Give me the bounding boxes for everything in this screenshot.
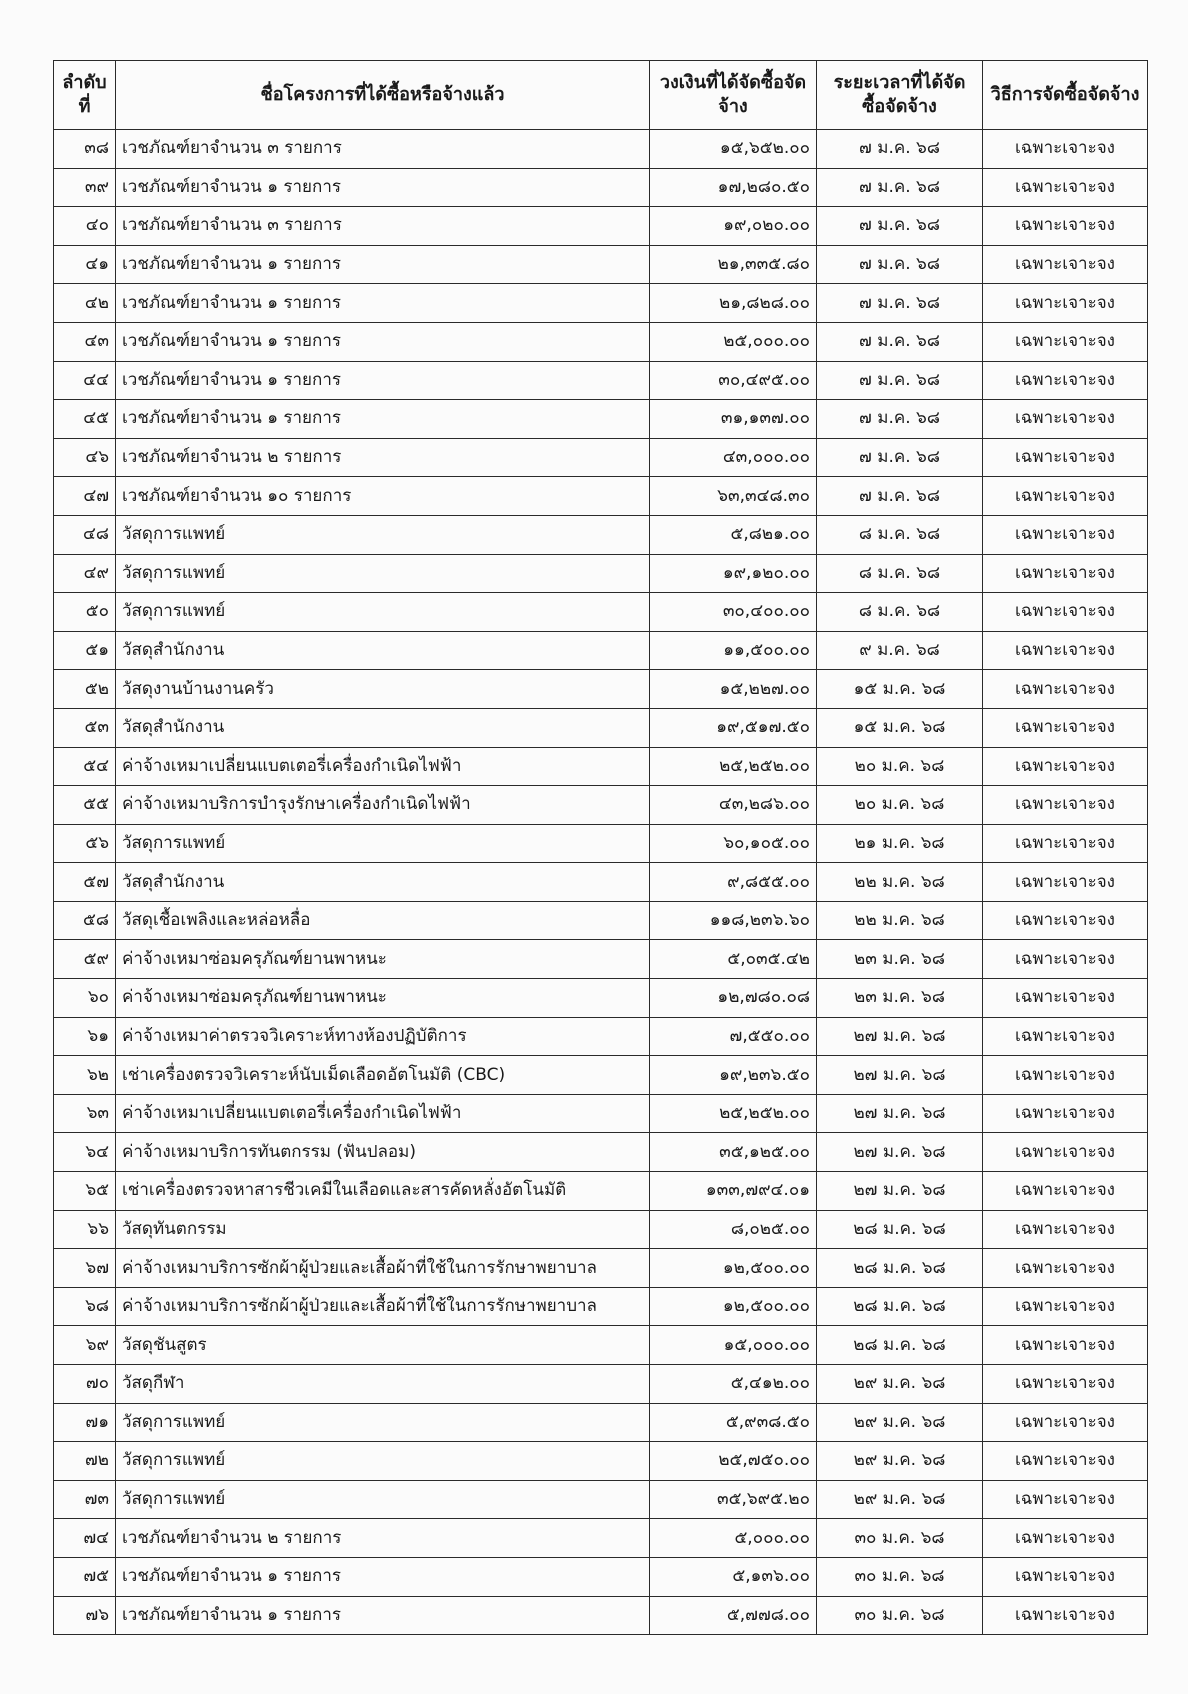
cell-no: ๖๓ (54, 1094, 116, 1133)
cell-no: ๔๗ (54, 477, 116, 516)
cell-no: ๕๘ (54, 901, 116, 940)
cell-amount: ๔๓,๐๐๐.๐๐ (650, 438, 817, 477)
table-row (54, 979, 1148, 1018)
cell-date: ๒๙ ม.ค. ๖๘ (817, 1403, 983, 1442)
cell-method: เฉพาะเจาะจง (983, 901, 1148, 940)
cell-method: เฉพาะเจาะจง (983, 1480, 1148, 1519)
cell-amount: ๔๓,๒๘๖.๐๐ (650, 786, 817, 825)
cell-name: ค่าจ้างเหมาบริการซักผ้าผู้ป่วยและเสื้อผ้าที่ใช้ในการรักษาพยาบาล (116, 1249, 650, 1288)
cell-date: ๗ ม.ค. ๖๘ (817, 400, 983, 439)
cell-date: ๗ ม.ค. ๖๘ (817, 477, 983, 516)
cell-date: ๘ ม.ค. ๖๘ (817, 593, 983, 632)
cell-name: วัสดุการแพทย์ (116, 1480, 650, 1519)
cell-no: ๖๕ (54, 1172, 116, 1211)
cell-method: เฉพาะเจาะจง (983, 1249, 1148, 1288)
procurement-table (53, 60, 1148, 1635)
cell-no: ๕๙ (54, 940, 116, 979)
table-row (54, 400, 1148, 439)
table-row (54, 940, 1148, 979)
cell-amount: ๑๙,๐๒๐.๐๐ (650, 207, 817, 246)
cell-no: ๔๘ (54, 515, 116, 554)
cell-name: วัสดุการแพทย์ (116, 824, 650, 863)
cell-method: เฉพาะเจาะจง (983, 515, 1148, 554)
cell-method: เฉพาะเจาะจง (983, 361, 1148, 400)
cell-amount: ๕,๙๓๘.๕๐ (650, 1403, 817, 1442)
table-row (54, 1056, 1148, 1095)
cell-no: ๗๐ (54, 1365, 116, 1404)
table-row (54, 1442, 1148, 1481)
cell-amount: ๕,๔๑๒.๐๐ (650, 1365, 817, 1404)
cell-amount: ๒๕,๒๕๒.๐๐ (650, 747, 817, 786)
cell-date: ๗ ม.ค. ๖๘ (817, 245, 983, 284)
table-row (54, 747, 1148, 786)
cell-name: วัสดุการแพทย์ (116, 1442, 650, 1481)
cell-method: เฉพาะเจาะจง (983, 400, 1148, 439)
cell-date: ๒๐ ม.ค. ๖๘ (817, 786, 983, 825)
cell-amount: ๕,๐๐๐.๐๐ (650, 1519, 817, 1558)
cell-amount: ๓๑,๑๓๗.๐๐ (650, 400, 817, 439)
cell-name: เช่าเครื่องตรวจวิเคราะห์นับเม็ดเลือดอัตโนมัติ (CBC) (116, 1056, 650, 1095)
cell-method: เฉพาะเจาะจง (983, 245, 1148, 284)
header-amount: วงเงินที่ได้จัดซื้อจัดจ้าง (650, 61, 817, 130)
cell-name: เวชภัณฑ์ยาจำนวน ๑ รายการ (116, 361, 650, 400)
cell-no: ๔๓ (54, 322, 116, 361)
cell-amount: ๕,๘๒๑.๐๐ (650, 515, 817, 554)
header-method: วิธีการจัดซื้อจัดจ้าง (983, 61, 1148, 130)
cell-method: เฉพาะเจาะจง (983, 1172, 1148, 1211)
cell-name: เวชภัณฑ์ยาจำนวน ๑ รายการ (116, 168, 650, 207)
cell-date: ๑๕ ม.ค. ๖๘ (817, 670, 983, 709)
table-row (54, 322, 1148, 361)
header-date: ระยะเวลาที่ได้จัดซื้อจัดจ้าง (817, 61, 983, 130)
cell-amount: ๗,๕๕๐.๐๐ (650, 1017, 817, 1056)
table-row (54, 1519, 1148, 1558)
cell-no: ๔๖ (54, 438, 116, 477)
cell-method: เฉพาะเจาะจง (983, 1326, 1148, 1365)
cell-name: วัสดุการแพทย์ (116, 515, 650, 554)
cell-no: ๕๓ (54, 708, 116, 747)
cell-no: ๖๘ (54, 1287, 116, 1326)
cell-no: ๗๔ (54, 1519, 116, 1558)
cell-name: วัสดุงานบ้านงานครัว (116, 670, 650, 709)
cell-name: เวชภัณฑ์ยาจำนวน ๑ รายการ (116, 1557, 650, 1596)
table-row (54, 477, 1148, 516)
cell-amount: ๑๒,๕๐๐.๐๐ (650, 1287, 817, 1326)
cell-name: ค่าจ้างเหมาค่าตรวจวิเคราะห์ทางห้องปฏิบัติการ (116, 1017, 650, 1056)
cell-date: ๙ ม.ค. ๖๘ (817, 631, 983, 670)
cell-date: ๗ ม.ค. ๖๘ (817, 207, 983, 246)
cell-no: ๕๖ (54, 824, 116, 863)
cell-date: ๒๑ ม.ค. ๖๘ (817, 824, 983, 863)
cell-no: ๖๐ (54, 979, 116, 1018)
cell-method: เฉพาะเจาะจง (983, 747, 1148, 786)
cell-no: ๔๔ (54, 361, 116, 400)
cell-method: เฉพาะเจาะจง (983, 1017, 1148, 1056)
cell-amount: ๕,๑๓๖.๐๐ (650, 1557, 817, 1596)
cell-method: เฉพาะเจาะจง (983, 786, 1148, 825)
cell-date: ๘ ม.ค. ๖๘ (817, 554, 983, 593)
cell-amount: ๕,๗๗๘.๐๐ (650, 1596, 817, 1635)
cell-no: ๕๑ (54, 631, 116, 670)
cell-amount: ๓๕,๖๙๕.๒๐ (650, 1480, 817, 1519)
cell-amount: ๑๑๘,๒๓๖.๖๐ (650, 901, 817, 940)
cell-name: เวชภัณฑ์ยาจำนวน ๒ รายการ (116, 438, 650, 477)
table-row (54, 1133, 1148, 1172)
cell-amount: ๑๕,๖๕๒.๐๐ (650, 130, 817, 169)
cell-name: เวชภัณฑ์ยาจำนวน ๑๐ รายการ (116, 477, 650, 516)
cell-amount: ๑๙,๑๒๐.๐๐ (650, 554, 817, 593)
cell-date: ๒๗ ม.ค. ๖๘ (817, 1094, 983, 1133)
cell-amount: ๖๐,๑๐๕.๐๐ (650, 824, 817, 863)
cell-no: ๗๖ (54, 1596, 116, 1635)
cell-name: ค่าจ้างเหมาบริการบำรุงรักษาเครื่องกำเนิดไฟฟ้า (116, 786, 650, 825)
cell-amount: ๒๕,๐๐๐.๐๐ (650, 322, 817, 361)
cell-method: เฉพาะเจาะจง (983, 1519, 1148, 1558)
table-header-row (54, 61, 1148, 130)
cell-date: ๒๘ ม.ค. ๖๘ (817, 1287, 983, 1326)
cell-method: เฉพาะเจาะจง (983, 284, 1148, 323)
cell-name: เวชภัณฑ์ยาจำนวน ๓ รายการ (116, 130, 650, 169)
cell-date: ๒๒ ม.ค. ๖๘ (817, 863, 983, 902)
cell-amount: ๑๕,๒๒๗.๐๐ (650, 670, 817, 709)
cell-method: เฉพาะเจาะจง (983, 631, 1148, 670)
cell-name: ค่าจ้างเหมาบริการทันตกรรม (ฟันปลอม) (116, 1133, 650, 1172)
cell-method: เฉพาะเจาะจง (983, 1094, 1148, 1133)
table-row (54, 130, 1148, 169)
cell-method: เฉพาะเจาะจง (983, 207, 1148, 246)
cell-method: เฉพาะเจาะจง (983, 670, 1148, 709)
table-row (54, 1403, 1148, 1442)
cell-method: เฉพาะเจาะจง (983, 863, 1148, 902)
cell-name: วัสดุชันสูตร (116, 1326, 650, 1365)
cell-no: ๔๒ (54, 284, 116, 323)
cell-name: ค่าจ้างเหมาบริการซักผ้าผู้ป่วยและเสื้อผ้าที่ใช้ในการรักษาพยาบาล (116, 1287, 650, 1326)
cell-name: ค่าจ้างเหมาเปลี่ยนแบตเตอรี่เครื่องกำเนิดไฟฟ้า (116, 747, 650, 786)
cell-name: วัสดุสำนักงาน (116, 863, 650, 902)
cell-date: ๒๘ ม.ค. ๖๘ (817, 1210, 983, 1249)
cell-amount: ๙,๘๕๕.๐๐ (650, 863, 817, 902)
cell-method: เฉพาะเจาะจง (983, 708, 1148, 747)
table-row (54, 708, 1148, 747)
cell-method: เฉพาะเจาะจง (983, 130, 1148, 169)
cell-amount: ๑๗,๒๘๐.๕๐ (650, 168, 817, 207)
cell-name: วัสดุทันตกรรม (116, 1210, 650, 1249)
cell-amount: ๕,๐๓๕.๔๒ (650, 940, 817, 979)
cell-method: เฉพาะเจาะจง (983, 168, 1148, 207)
table-row (54, 1287, 1148, 1326)
cell-no: ๖๒ (54, 1056, 116, 1095)
cell-no: ๕๕ (54, 786, 116, 825)
cell-amount: ๓๐,๔๙๕.๐๐ (650, 361, 817, 400)
cell-date: ๗ ม.ค. ๖๘ (817, 322, 983, 361)
cell-amount: ๑๑,๕๐๐.๐๐ (650, 631, 817, 670)
cell-date: ๗ ม.ค. ๖๘ (817, 130, 983, 169)
table-row (54, 786, 1148, 825)
cell-name: วัสดุกีฬา (116, 1365, 650, 1404)
cell-method: เฉพาะเจาะจง (983, 593, 1148, 632)
table-row (54, 901, 1148, 940)
cell-date: ๑๕ ม.ค. ๖๘ (817, 708, 983, 747)
cell-amount: ๒๑,๓๓๕.๘๐ (650, 245, 817, 284)
table-body (54, 130, 1148, 1635)
table-row (54, 1094, 1148, 1133)
cell-date: ๗ ม.ค. ๖๘ (817, 438, 983, 477)
cell-method: เฉพาะเจาะจง (983, 979, 1148, 1018)
cell-date: ๒๙ ม.ค. ๖๘ (817, 1442, 983, 1481)
cell-method: เฉพาะเจาะจง (983, 1596, 1148, 1635)
cell-amount: ๑๕,๐๐๐.๐๐ (650, 1326, 817, 1365)
cell-method: เฉพาะเจาะจง (983, 1056, 1148, 1095)
cell-name: เวชภัณฑ์ยาจำนวน ๑ รายการ (116, 400, 650, 439)
cell-method: เฉพาะเจาะจง (983, 322, 1148, 361)
cell-no: ๕๐ (54, 593, 116, 632)
cell-no: ๓๘ (54, 130, 116, 169)
cell-no: ๗๕ (54, 1557, 116, 1596)
cell-amount: ๒๑,๘๒๘.๐๐ (650, 284, 817, 323)
cell-method: เฉพาะเจาะจง (983, 824, 1148, 863)
table-row (54, 670, 1148, 709)
cell-date: ๒๙ ม.ค. ๖๘ (817, 1480, 983, 1519)
cell-date: ๒๐ ม.ค. ๖๘ (817, 747, 983, 786)
cell-date: ๓๐ ม.ค. ๖๘ (817, 1596, 983, 1635)
cell-name: เวชภัณฑ์ยาจำนวน ๑ รายการ (116, 1596, 650, 1635)
cell-method: เฉพาะเจาะจง (983, 438, 1148, 477)
cell-amount: ๑๙,๕๑๗.๕๐ (650, 708, 817, 747)
cell-method: เฉพาะเจาะจง (983, 1365, 1148, 1404)
cell-no: ๗๒ (54, 1442, 116, 1481)
cell-date: ๗ ม.ค. ๖๘ (817, 361, 983, 400)
table-row (54, 1326, 1148, 1365)
cell-method: เฉพาะเจาะจง (983, 477, 1148, 516)
table-row (54, 284, 1148, 323)
table-row (54, 438, 1148, 477)
cell-no: ๕๒ (54, 670, 116, 709)
cell-date: ๒๘ ม.ค. ๖๘ (817, 1326, 983, 1365)
cell-date: ๒๘ ม.ค. ๖๘ (817, 1249, 983, 1288)
cell-no: ๔๑ (54, 245, 116, 284)
table-row (54, 1480, 1148, 1519)
cell-name: วัสดุการแพทย์ (116, 593, 650, 632)
cell-name: วัสดุสำนักงาน (116, 708, 650, 747)
cell-method: เฉพาะเจาะจง (983, 1287, 1148, 1326)
cell-method: เฉพาะเจาะจง (983, 1403, 1148, 1442)
table-row (54, 824, 1148, 863)
cell-name: เช่าเครื่องตรวจหาสารชีวเคมีในเลือดและสารคัดหลั่งอัตโนมัติ (116, 1172, 650, 1211)
cell-date: ๒๗ ม.ค. ๖๘ (817, 1172, 983, 1211)
cell-name: เวชภัณฑ์ยาจำนวน ๑ รายการ (116, 245, 650, 284)
table-row (54, 863, 1148, 902)
cell-amount: ๖๓,๓๔๘.๓๐ (650, 477, 817, 516)
table-row (54, 245, 1148, 284)
header-no: ลำดับที่ (54, 61, 116, 130)
cell-date: ๓๐ ม.ค. ๖๘ (817, 1557, 983, 1596)
cell-amount: ๒๕,๗๕๐.๐๐ (650, 1442, 817, 1481)
cell-date: ๒๗ ม.ค. ๖๘ (817, 1017, 983, 1056)
cell-no: ๖๔ (54, 1133, 116, 1172)
cell-name: ค่าจ้างเหมาเปลี่ยนแบตเตอรี่เครื่องกำเนิดไฟฟ้า (116, 1094, 650, 1133)
table-row (54, 1210, 1148, 1249)
cell-name: วัสดุสำนักงาน (116, 631, 650, 670)
cell-amount: ๑๒,๗๘๐.๐๘ (650, 979, 817, 1018)
cell-method: เฉพาะเจาะจง (983, 1133, 1148, 1172)
cell-name: ค่าจ้างเหมาซ่อมครุภัณฑ์ยานพาหนะ (116, 979, 650, 1018)
cell-date: ๒๗ ม.ค. ๖๘ (817, 1133, 983, 1172)
table-row (54, 593, 1148, 632)
table-row (54, 168, 1148, 207)
cell-no: ๖๙ (54, 1326, 116, 1365)
table-row (54, 1365, 1148, 1404)
cell-name: เวชภัณฑ์ยาจำนวน ๑ รายการ (116, 284, 650, 323)
cell-no: ๖๖ (54, 1210, 116, 1249)
cell-no: ๔๐ (54, 207, 116, 246)
cell-amount: ๒๕,๒๕๒.๐๐ (650, 1094, 817, 1133)
cell-name: วัสดุเชื้อเพลิงและหล่อหลื่อ (116, 901, 650, 940)
cell-no: ๗๓ (54, 1480, 116, 1519)
cell-method: เฉพาะเจาะจง (983, 1557, 1148, 1596)
cell-no: ๓๙ (54, 168, 116, 207)
cell-date: ๒๓ ม.ค. ๖๘ (817, 940, 983, 979)
cell-method: เฉพาะเจาะจง (983, 1210, 1148, 1249)
cell-amount: ๘,๐๒๕.๐๐ (650, 1210, 817, 1249)
table-row (54, 1596, 1148, 1635)
table-row (54, 1172, 1148, 1211)
cell-no: ๕๗ (54, 863, 116, 902)
table-row (54, 207, 1148, 246)
cell-amount: ๑๙,๒๓๖.๕๐ (650, 1056, 817, 1095)
cell-name: วัสดุการแพทย์ (116, 1403, 650, 1442)
cell-no: ๖๑ (54, 1017, 116, 1056)
cell-no: ๖๗ (54, 1249, 116, 1288)
cell-no: ๗๑ (54, 1403, 116, 1442)
cell-amount: ๓๕,๑๒๕.๐๐ (650, 1133, 817, 1172)
cell-amount: ๑๓๓,๗๙๔.๐๑ (650, 1172, 817, 1211)
cell-method: เฉพาะเจาะจง (983, 940, 1148, 979)
cell-name: เวชภัณฑ์ยาจำนวน ๓ รายการ (116, 207, 650, 246)
cell-amount: ๓๐,๔๐๐.๐๐ (650, 593, 817, 632)
table-row (54, 1249, 1148, 1288)
table-row (54, 631, 1148, 670)
cell-name: วัสดุการแพทย์ (116, 554, 650, 593)
header-name: ชื่อโครงการที่ได้ซื้อหรือจ้างแล้ว (116, 61, 650, 130)
cell-method: เฉพาะเจาะจง (983, 554, 1148, 593)
cell-date: ๘ ม.ค. ๖๘ (817, 515, 983, 554)
cell-amount: ๑๒,๕๐๐.๐๐ (650, 1249, 817, 1288)
table-row (54, 554, 1148, 593)
cell-date: ๓๐ ม.ค. ๖๘ (817, 1519, 983, 1558)
cell-date: ๒๙ ม.ค. ๖๘ (817, 1365, 983, 1404)
cell-no: ๔๙ (54, 554, 116, 593)
cell-method: เฉพาะเจาะจง (983, 1442, 1148, 1481)
cell-no: ๔๕ (54, 400, 116, 439)
cell-date: ๗ ม.ค. ๖๘ (817, 168, 983, 207)
cell-name: เวชภัณฑ์ยาจำนวน ๒ รายการ (116, 1519, 650, 1558)
cell-name: เวชภัณฑ์ยาจำนวน ๑ รายการ (116, 322, 650, 361)
cell-date: ๗ ม.ค. ๖๘ (817, 284, 983, 323)
table-row (54, 1017, 1148, 1056)
cell-date: ๒๗ ม.ค. ๖๘ (817, 1056, 983, 1095)
cell-name: ค่าจ้างเหมาซ่อมครุภัณฑ์ยานพาหนะ (116, 940, 650, 979)
table-row (54, 515, 1148, 554)
cell-date: ๒๒ ม.ค. ๖๘ (817, 901, 983, 940)
table-row (54, 1557, 1148, 1596)
table-row (54, 361, 1148, 400)
cell-no: ๕๔ (54, 747, 116, 786)
cell-date: ๒๓ ม.ค. ๖๘ (817, 979, 983, 1018)
